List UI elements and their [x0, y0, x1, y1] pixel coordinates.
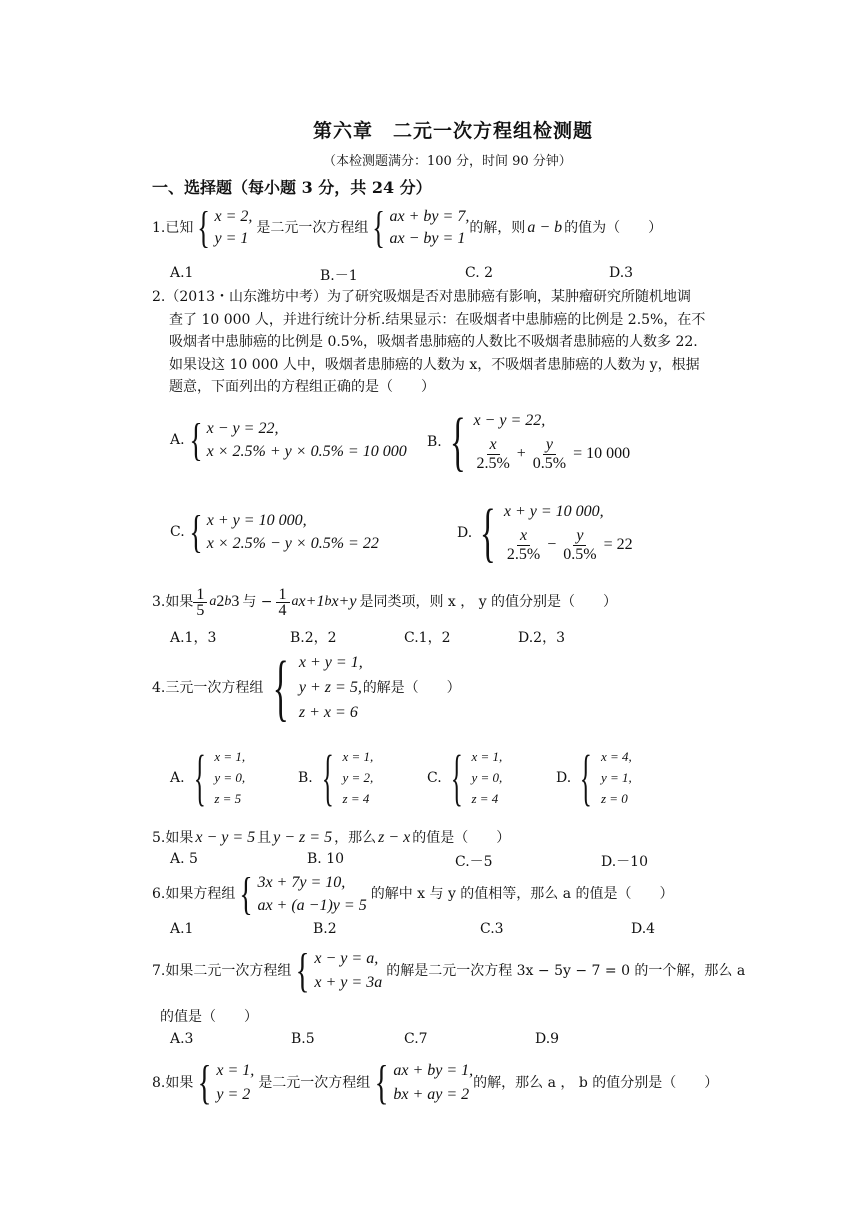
q2-b-frac1-den: 2.5%: [476, 454, 510, 472]
q3-option-d: D.2，3: [518, 630, 565, 646]
q2-line-5: 题意，下面列出的方程组正确的是（ ）: [169, 379, 435, 395]
q2-d-frac1-num: x: [517, 527, 530, 546]
question-8: 8.如果 { x = 1, y = 2 是二元一次方程组 { ax + by = 1, bx + ay = 2 的解，那么 a ， b 的值分别是（ ）: [152, 1056, 719, 1109]
q3-option-a: A.1，3: [170, 630, 217, 646]
q4-d-label: D.: [556, 770, 572, 786]
q1-option-c: C. 2: [465, 265, 494, 281]
q2-d-rhs: = 22: [603, 536, 633, 554]
q3-term2-b: b: [324, 594, 332, 609]
q4-d-row1: x = 4,: [600, 749, 632, 765]
q1-option-d: D.3: [609, 265, 634, 281]
q4-post: 的解是（ ）: [362, 680, 461, 696]
q6-option-a: A.1: [170, 921, 194, 937]
q3-term2-a-exp: x+1: [298, 593, 325, 610]
q6-option-b: B.2: [313, 921, 337, 937]
q4-c-row2: y = 0,: [471, 769, 503, 785]
q1-sys2-row2: ax − by = 1: [389, 230, 466, 247]
q6-sys-row2: ax + (a −1)y = 5: [257, 896, 367, 914]
q4-b-row3: z = 4: [342, 790, 370, 806]
q4-c-label: C.: [427, 770, 442, 786]
q3-frac2-num: 1: [276, 587, 290, 603]
q3-term2-a: a: [291, 594, 299, 609]
q2-option-b: B. { x − y = 22, $\frac{x}{2.5\%}$ + $\frac{y}{0.5\%}$ = 10 000: [427, 405, 631, 478]
q7-option-d: D.9: [535, 1031, 560, 1047]
q1-sys1-row1: x = 2,: [214, 208, 253, 225]
q2-option-a: A. { x − y = 22, x × 2.5% + y × 0.5% = 10 000: [170, 414, 407, 465]
q2-option-d: D. { x + y = 10 000, $\frac{x}{2.5\%}$ − $\frac{y}{0.5\%}$ = 22: [457, 496, 633, 569]
q4-b-label: B.: [298, 770, 313, 786]
q3-frac1-num: 1: [193, 587, 207, 603]
q2-c-row1: x + y = 10 000,: [206, 511, 307, 529]
q8-sys2-row2: bx + ay = 2: [393, 1086, 470, 1103]
q1-prefix: 1.已知: [152, 220, 194, 236]
q3-frac2-den: 4: [278, 601, 287, 619]
q1-option-a: A.1: [170, 265, 194, 281]
q1-system-solution: { x = 2, y = 1: [197, 203, 253, 252]
q6-sys-row1: 3x + 7y = 10,: [257, 873, 346, 891]
q2-b-op: +: [516, 445, 526, 463]
q7-option-c: C.7: [404, 1031, 428, 1047]
q3-term1-a-exp: 2: [216, 593, 225, 610]
q4-sys-row2: y + z = 5,: [298, 678, 362, 696]
q4-d-row2: y = 1,: [600, 769, 632, 785]
q8-sys1-row2: y = 2: [216, 1086, 251, 1103]
q3-term1-a: a: [209, 594, 217, 609]
q2-a-row2: x × 2.5% + y × 0.5% = 10 000: [206, 442, 407, 460]
q7-sys-row1: x − y = a,: [314, 950, 379, 967]
q2-line-1: 2.（2013・山东潍坊中考）为了研究吸烟是否对患肺癌有影响，某肿瘤研究所随机地调: [152, 289, 691, 305]
q4-a-row1: x = 1,: [214, 749, 246, 765]
q4-c-row1: x = 1,: [471, 749, 503, 765]
question-4: 4.三元一次方程组 { x + y = 1, y + z = 5, z + x = 6 的解是（ ）: [152, 647, 461, 729]
q4-b-row2: y = 2,: [342, 769, 374, 785]
q4-c-row3: z = 4: [471, 790, 499, 806]
q2-c-row2: x × 2.5% − y × 0.5% = 22: [206, 534, 379, 552]
q7-prefix: 7.如果二元一次方程组: [152, 963, 292, 979]
q2-d-op: −: [547, 536, 557, 554]
q2-d-frac2-den: 0.5%: [563, 545, 597, 563]
q6-option-c: C.3: [480, 921, 504, 937]
q7-option-b: B.5: [291, 1031, 315, 1047]
q2-option-c: C. { x + y = 10 000, x × 2.5% − y × 0.5% = 22: [170, 506, 379, 557]
q2-c-label: C.: [170, 524, 185, 540]
q2-a-row1: x − y = 22,: [206, 419, 279, 437]
q7-option-a: A.3: [170, 1031, 194, 1047]
q8-middle: 是二元一次方程组: [258, 1075, 371, 1091]
q2-line-2: 查了 10 000 人，并进行统计分析.结果显示：在吸烟者中患肺癌的比例是 2.5%，在不: [169, 311, 706, 328]
q1-sys2-row1: ax + by = 7,: [389, 208, 470, 225]
q1-post1: 的解，则: [469, 220, 526, 236]
question-1: [152, 203, 662, 253]
q2-b-label: B.: [427, 434, 442, 450]
q5-option-a: A. 5: [170, 851, 198, 867]
question-2-text: [152, 286, 705, 399]
section-heading: 一、选择题（每小题 3 分，共 24 分）: [152, 178, 432, 197]
q4-a-row3: z = 5: [214, 790, 242, 806]
question-6: 6.如果方程组 { 3x + 7y = 10, ax + (a −1)y = 5 的解中 x 与 y 的值相等，那么 a 的值是（ ）: [152, 868, 674, 919]
q1-system-equations: { ax + by = 7, ax − by = 1: [372, 203, 470, 252]
q5-option-c: C.－5: [455, 854, 493, 870]
question-7: 7.如果二元一次方程组 { x − y = a, x + y = 3a 的解是二元一次方程 3x − 5y − 7 = 0 的一个解，那么 a: [152, 944, 746, 997]
q8-post: 的解，那么 a ， b 的值分别是（ ）: [473, 1075, 719, 1091]
q3-prefix: 3.如果: [152, 594, 194, 610]
q7-line-2: 的值是（ ）: [160, 1009, 258, 1025]
q3-term2-b-exp: x+y: [331, 593, 357, 610]
q2-line-3: 吸烟者中患肺癌的比例是 0.5%，吸烟者患肺癌的人数比不吸烟者患肺癌的人数多 22.: [169, 334, 698, 350]
q3-term1-b-exp: 3: [231, 593, 240, 610]
q5-option-b: B. 10: [307, 851, 345, 867]
q3-post: 是同类项，则 x ， y 的值分别是（ ）: [359, 594, 618, 610]
q7-sys-row2: x + y = 3a: [314, 974, 383, 991]
q2-d-label: D.: [457, 525, 473, 541]
q4-a-row2: y = 0,: [214, 769, 246, 785]
q5-eq2: y − z = 5: [273, 829, 333, 846]
q8-prefix: 8.如果: [152, 1075, 194, 1091]
q2-a-label: A.: [170, 432, 185, 448]
q2-line-4: 如果设这 10 000 人中，吸烟者患肺癌的人数为 x，不吸烟者患肺癌的人数为 y，根据: [169, 356, 700, 373]
q2-d-row1: x + y = 10 000,: [503, 503, 604, 521]
q2-b-frac2-num: y: [543, 436, 556, 455]
question-3: [152, 582, 617, 622]
q2-d-frac1-den: 2.5%: [506, 545, 541, 563]
page-subtitle: （本检测题满分：100 分，时间 90 分钟）: [323, 154, 572, 169]
q4-sys-row3: z + x = 6: [298, 703, 358, 721]
q8-sys1-row1: x = 1,: [216, 1062, 255, 1079]
q5-post1: ，那么: [334, 830, 377, 846]
q2-d-frac2-num: y: [573, 527, 586, 546]
page-title: 第六章 二元一次方程组检测题: [313, 120, 594, 142]
q1-expression: a − b: [527, 219, 563, 236]
q5-middle: 且: [257, 830, 272, 846]
q4-a-label: A.: [170, 770, 185, 786]
q6-prefix: 6.如果方程组: [152, 886, 236, 902]
q1-sys1-row2: y = 1: [214, 230, 249, 247]
q2-b-frac1-num: x: [487, 436, 500, 455]
q4-sys-row1: x + y = 1,: [298, 654, 363, 672]
q4-option-c: C. { x = 1, y = 0, z = 4: [427, 744, 503, 812]
q5-eq1: x − y = 5: [195, 829, 256, 846]
q1-middle: 是二元一次方程组: [256, 220, 369, 236]
q3-option-c: C.1，2: [404, 630, 451, 646]
q5-prefix: 5.如果: [152, 830, 194, 846]
q3-middle: 与 −: [242, 594, 273, 610]
q4-option-b: B. { x = 1, y = 2, z = 4: [298, 744, 374, 812]
q3-term1-b: b: [224, 594, 232, 609]
q4-d-row3: z = 0: [600, 790, 628, 806]
q5-post2: 的值是（ ）: [412, 830, 511, 846]
q6-post: 的解中 x 与 y 的值相等，那么 a 的值是（ ）: [370, 886, 674, 902]
q6-option-d: D.4: [631, 921, 656, 937]
q5-option-d: D.－10: [601, 854, 648, 870]
q5-expression: z − x: [378, 829, 411, 846]
q3-frac1-den: 5: [196, 601, 205, 619]
q2-b-row1: x − y = 22,: [473, 412, 546, 430]
q1-post2: 的值为（ ）: [564, 220, 663, 236]
q2-b-frac2-den: 0.5%: [532, 454, 567, 472]
q7-post: 的解是二元一次方程 3x − 5y − 7 = 0 的一个解，那么 a: [386, 963, 746, 979]
q4-b-row1: x = 1,: [342, 749, 374, 765]
q3-option-b: B.2，2: [290, 630, 337, 646]
q4-option-a: A. { x = 1, y = 0, z = 5: [170, 744, 246, 812]
q2-b-rhs: = 10 000: [573, 445, 631, 463]
question-5: [152, 827, 510, 849]
q4-option-d: D. { x = 4, y = 1, z = 0: [556, 744, 632, 812]
q8-sys2-row1: ax + by = 1,: [393, 1062, 474, 1079]
q1-option-b: B.－1: [320, 268, 358, 284]
q4-prefix: 4.三元一次方程组: [152, 680, 264, 696]
